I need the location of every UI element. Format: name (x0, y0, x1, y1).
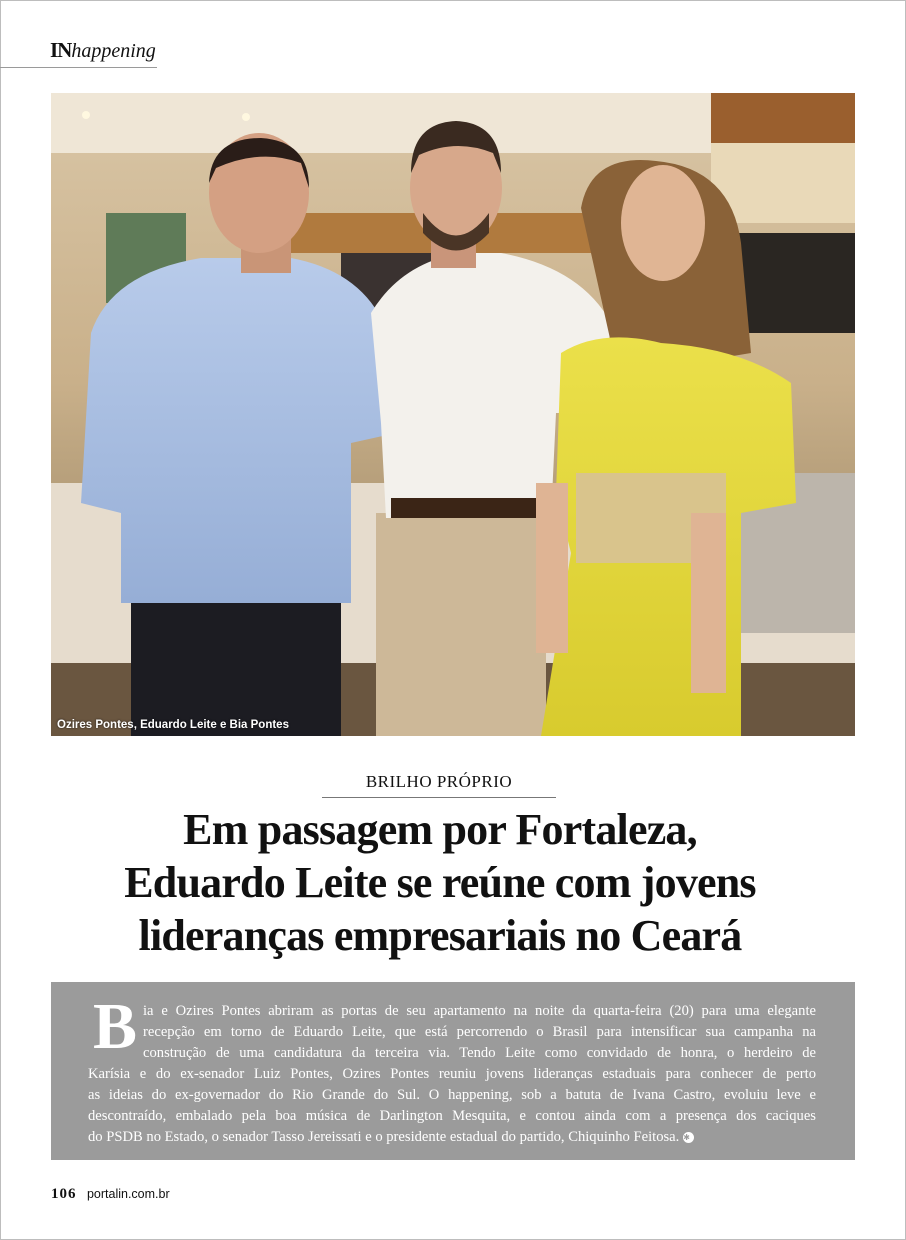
page-footer (51, 1185, 170, 1203)
body-line-text: do PSDB no Estado, o senador Tasso Jereissati e o presidente estadual do partido, Chiquinho Feitosa. (88, 1129, 680, 1145)
section-tag-bold: IN (50, 38, 72, 62)
body-line: recepção em torno de Eduardo Leite, que está percorrendo o Brasil para intensificar sua campanha na (143, 1024, 816, 1040)
photo-illustration (51, 93, 855, 736)
page-number: 106 (51, 1186, 77, 1202)
article-headline (40, 803, 840, 962)
headline-line: Em passagem por Fortaleza, (183, 805, 697, 854)
article-body-box (51, 982, 855, 1160)
body-line-last (88, 1127, 816, 1148)
kicker-rule (322, 797, 556, 798)
body-line: descontraído, embalado pela boa música de Darlington Mesquita, e contou ainda com a presença dos caciques (88, 1108, 816, 1124)
headline-line: lideranças empresariais no Ceará (138, 911, 742, 960)
website-link[interactable]: portalin.com.br (86, 1187, 170, 1201)
article-kicker: BRILHO PRÓPRIO (365, 772, 513, 791)
event-photo (51, 93, 855, 736)
headline-line: Eduardo Leite se reúne com jovens (124, 858, 756, 907)
drop-cap: B (93, 990, 138, 1063)
photo-caption: Ozires Pontes, Eduardo Leite e Bia Pontes (57, 719, 289, 731)
body-line: construção de uma candidatura da terceira via. Tendo Leite como convidado de honra, o herdeiro de (143, 1045, 816, 1061)
section-tag-italic: happening (71, 40, 156, 62)
section-rule (0, 67, 157, 68)
end-of-article-icon: ✱ (683, 1132, 694, 1143)
body-line: Karísia e do ex-senador Luiz Pontes, Ozires Pontes reuniu jovens lideranças estaduais para conhecer de perto (88, 1066, 816, 1082)
section-tag (50, 38, 156, 63)
body-line: ia e Ozires Pontes abriram as portas de seu apartamento na noite da quarta-feira (20) para uma elegante (143, 1003, 816, 1019)
body-line: as ideias do ex-governador do Rio Grande do Sul. O happening, sob a batuta de Ivana Castro, evoluiu leve e (88, 1087, 816, 1103)
